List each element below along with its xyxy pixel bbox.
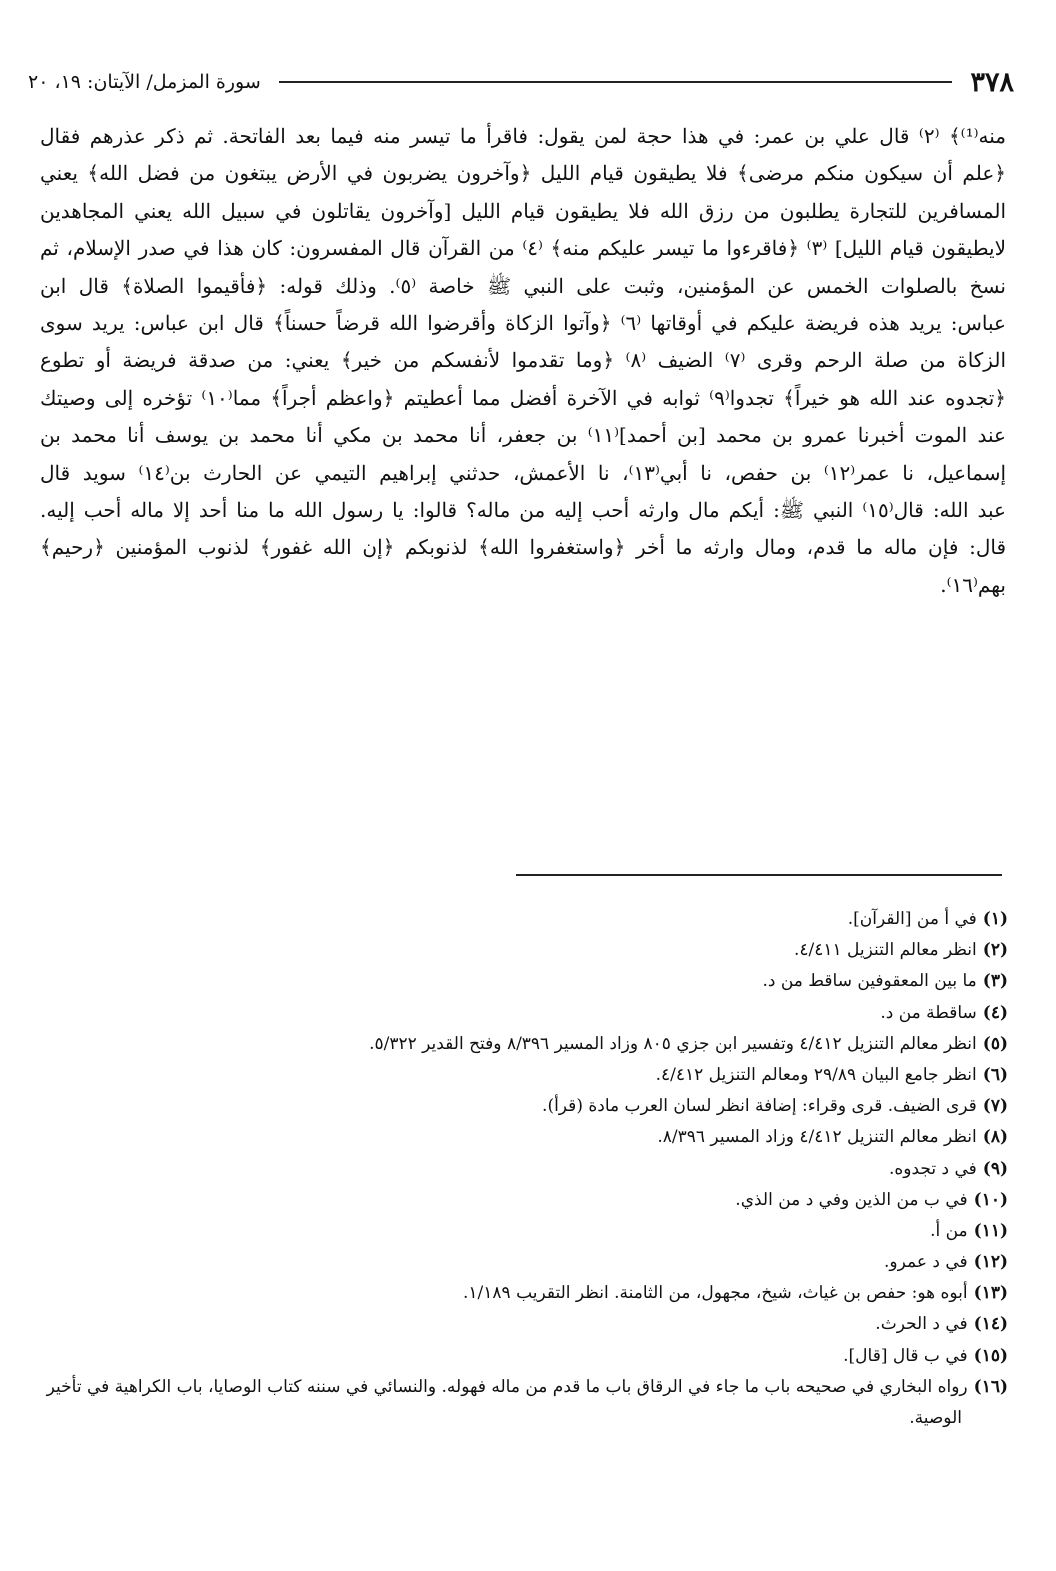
footnote: [28, 1309, 1008, 1340]
footnote-text: في ب قال [قال].: [843, 1345, 968, 1366]
footnote-number: (١٠): [973, 1189, 1008, 1210]
text-line: عبد الله: قال⁽١٥⁾ النبي ﷺ: أيكم مال وارثه أحب إليه من ماله؟ قالوا: يا رسول الله ما منا أحد إلا ماله أحب إليه.: [40, 497, 1006, 522]
text-line: منه⁽¹⁾﴾ ⁽٢⁾ قال علي بن عمر: في هذا حجة لمن يقول: فاقرأ ما تيسر منه فيما بعد الفاتحة. ثم ذكر عذرهم فقال: [40, 124, 1006, 148]
footnote-number: (١٤): [973, 1314, 1008, 1335]
footnote: [28, 904, 1008, 935]
text-line: بهم⁽١٦⁾.: [940, 572, 1006, 597]
footnote: [28, 1185, 1008, 1216]
footnote-number: (١٥): [973, 1345, 1008, 1366]
footnote: [28, 1341, 1008, 1372]
footnote-text: أبوه هو: حفص بن غياث، شيخ، مجهول، من الثامنة. انظر التقريب ١/١٨٩.: [463, 1283, 968, 1304]
header-rule: [279, 81, 953, 83]
footnote: [28, 1029, 1008, 1060]
footnote: [28, 1122, 1008, 1153]
footnote-text: في د الحرث.: [875, 1314, 968, 1335]
footnote-text: انظر معالم التنزيل ٤/٤١٢ وتفسير ابن جزي ٨٠٥ وزاد المسير ٨/٣٩٦ وفتح القدير ٥/٣٢٢.: [369, 1033, 977, 1054]
footnote-text: في د تجدوه.: [888, 1158, 977, 1179]
footnote-separator: [516, 874, 1002, 876]
main-text: [40, 118, 1006, 604]
footnote: [28, 1216, 1008, 1247]
footnote-number: (١٣): [973, 1283, 1008, 1304]
footnote-text: انظر جامع البيان ٢٩/٨٩ ومعالم التنزيل ٤/٤١٢.: [655, 1064, 977, 1085]
footnote: [28, 998, 1008, 1029]
footnote-text: قرى الضيف. قرى وقراء: إضافة انظر لسان العرب مادة (قرأ).: [542, 1096, 977, 1117]
text-line: ﴿تجدوه عند الله هو خيراً﴾ تجدوا⁽٩⁾ ثوابه في الآخرة أفضل مما أعطيتم ﴿واعظم أجراً﴾ مما⁽١٠⁾ تؤخره إلى وصيتك: [40, 385, 1006, 410]
footnote: [28, 1372, 1008, 1403]
footnote-text: في ب من الذين وفي د من الذي.: [735, 1189, 968, 1210]
text-line: نسخ بالصلوات الخمس عن المؤمنين، وثبت على النبي ﷺ خاصة ⁽٥⁾. وذلك قوله: ﴿فأقيموا الصلاة﴾ قال ابن: [40, 273, 1006, 298]
footnote-number: (٣): [982, 971, 1008, 992]
text-line: عباس: يريد هذه فريضة عليكم في أوقاتها ⁽٦⁾ ﴿وآتوا الزكاة وأقرضوا الله قرضاً حسناً﴾ قال ابن عباس: يريد سوى: [40, 310, 1006, 335]
footnote: [28, 1278, 1008, 1309]
footnote: [28, 935, 1008, 966]
footnote-text: ساقطة من د.: [880, 1002, 977, 1023]
text-line: لايطيقون قيام الليل] ⁽٣⁾ ﴿فاقرءوا ما تيسر عليكم منه﴾ ⁽٤⁾ من القرآن قال المفسرون: كان هذا في صدر الإسلام، ثم: [40, 236, 1006, 261]
text-line: المسافرين للتجارة يطلبون من رزق الله فلا يطيقون قيام الليل [وآخرون يقاتلون في سبيل الله يعني المجاهدين: [40, 198, 1006, 223]
footnote-continuation: [28, 1403, 1008, 1434]
footnote: [28, 1091, 1008, 1122]
footnote-text: في د عمرو.: [884, 1252, 968, 1273]
text-line: قال: فإن ماله ما قدم، ومال وارثه ما أخر ﴿واستغفروا الله﴾ لذنوبكم ﴿إن الله غفور﴾ لذنوب المؤمنين ﴿رحيم﴾: [40, 535, 1006, 560]
footnote-number: (٩): [982, 1158, 1008, 1179]
footnote: [28, 966, 1008, 997]
footnote: [28, 1154, 1008, 1185]
footnote: [28, 1247, 1008, 1278]
footnote-number: (١٦): [973, 1376, 1008, 1397]
text-line: الزكاة من صلة الرحم وقرى ⁽٧⁾ الضيف ⁽٨⁾ ﴿وما تقدموا لأنفسكم من خير﴾ يعني: من صدقة فريضة أو تطوع: [40, 348, 1006, 373]
footnote-text: انظر معالم التنزيل ٤/٤١٢ وزاد المسير ٨/٣٩٦.: [657, 1127, 977, 1148]
footnote-text: انظر معالم التنزيل ٤/٤١١.: [793, 940, 977, 961]
footnote-number: (٤): [982, 1002, 1008, 1023]
footnote-number: (١): [982, 909, 1008, 929]
text-line: عند الموت أخبرنا عمرو بن محمد [بن أحمد]⁽١١⁾ بن جعفر، أنا محمد بن مكي أنا محمد بن يوسف أنا محمد بن: [40, 423, 1006, 448]
footnote-number: (٦): [982, 1064, 1008, 1085]
footnote-text: ما بين المعقوفين ساقط من د.: [762, 971, 977, 992]
footnote-number: (١١): [973, 1220, 1008, 1241]
footnote-number: (١٢): [973, 1252, 1008, 1273]
text-line: ﴿علم أن سيكون منكم مرضى﴾ فلا يطيقون قيام الليل ﴿وآخرون يضربون في الأرض يبتغون من فضل الله﴾ يعني: [40, 161, 1006, 186]
footnote-number: (٥): [982, 1033, 1008, 1054]
footnote-text: من أ.: [930, 1220, 968, 1241]
running-title: سورة المزمل/ الآيتان: ١٩، ٢٠: [28, 71, 261, 93]
page-number: ٣٧٨: [970, 66, 1014, 98]
footnote: [28, 1060, 1008, 1091]
footnote-text: الوصية.: [909, 1408, 962, 1428]
page-header: [28, 62, 1014, 102]
footnote-text: في أ من [القرآن].: [847, 909, 977, 929]
text-line: إسماعيل، نا عمر⁽١٢⁾ بن حفص، نا أبي⁽١٣⁾، نا الأعمش، حدثني إبراهيم التيمي عن الحارث بن⁽١٤⁾ سويد قال: [40, 460, 1006, 485]
footnote-number: (٧): [982, 1096, 1008, 1117]
footnotes: [28, 904, 1008, 1434]
footnote-text: رواه البخاري في صحيحه باب ما جاء في الرقاق باب ما قدم من ماله فهوله. والنسائي في سننه كتاب الوصايا، باب الكراهية في تأخير: [46, 1376, 968, 1397]
footnote-number: (٨): [982, 1127, 1008, 1148]
footnote-number: (٢): [982, 940, 1008, 961]
